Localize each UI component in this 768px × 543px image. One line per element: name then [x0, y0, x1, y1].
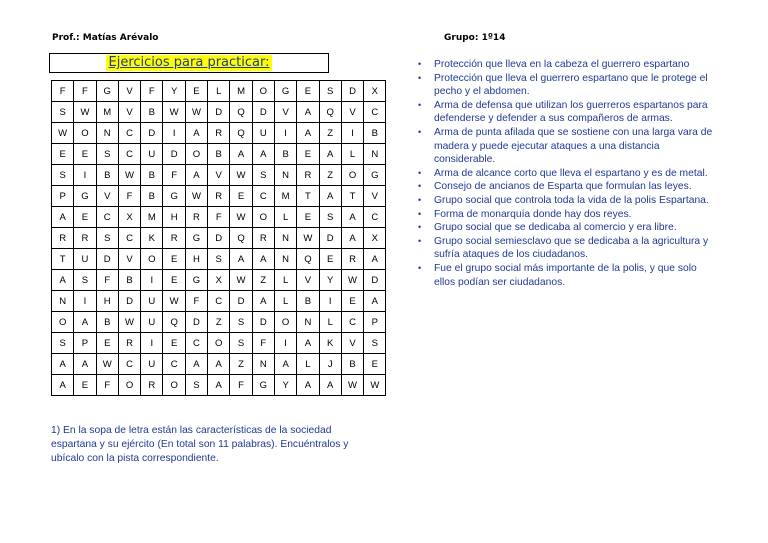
grid-cell: W [341, 270, 363, 291]
grid-cell: S [52, 165, 74, 186]
grid-cell: D [96, 249, 118, 270]
bullet-icon: • [418, 167, 422, 178]
grid-cell: B [274, 144, 296, 165]
grid-cell: D [252, 312, 274, 333]
grid-cell: B [96, 165, 118, 186]
grid-cell: D [118, 291, 140, 312]
grid-cell: D [208, 228, 230, 249]
grid-cell: E [364, 354, 386, 375]
grid-cell: S [319, 207, 341, 228]
grid-cell: A [297, 102, 319, 123]
clue-item [416, 99, 716, 126]
grid-cell: F [141, 81, 163, 102]
grid-cell: E [74, 207, 96, 228]
grid-cell: W [96, 354, 118, 375]
grid-cell: M [141, 207, 163, 228]
grid-cell: V [118, 102, 140, 123]
clue-item [416, 235, 716, 262]
grid-cell: P [52, 186, 74, 207]
grid-cell: W [185, 186, 207, 207]
grid-cell: E [185, 81, 207, 102]
grid-cell: Q [230, 102, 252, 123]
clue-text: Grupo social que controla toda la vida de la polis Espartana. [434, 194, 709, 206]
grid-cell: A [364, 291, 386, 312]
grid-cell: R [208, 186, 230, 207]
grid-cell: S [96, 144, 118, 165]
grid-cell: O [252, 207, 274, 228]
grid-cell: H [185, 249, 207, 270]
grid-row [52, 165, 386, 186]
clue-item [416, 262, 716, 289]
grid-cell: W [230, 165, 252, 186]
bullet-icon: • [418, 72, 422, 83]
grid-cell: A [297, 123, 319, 144]
instructions-text: 1) En la sopa de letra están las características de la sociedad espartana y su ejército (En total son 11 palabras). Encuéntralos y ubícalo con la pista correspondiente. [51, 425, 349, 464]
grid-row [52, 333, 386, 354]
grid-cell: O [163, 375, 185, 396]
grid-cell: A [52, 375, 74, 396]
grid-row [52, 123, 386, 144]
grid-cell: S [96, 228, 118, 249]
grid-cell: C [252, 186, 274, 207]
grid-cell: M [230, 81, 252, 102]
grid-row [52, 375, 386, 396]
grid-cell: W [230, 207, 252, 228]
grid-cell: W [118, 312, 140, 333]
grid-cell: A [319, 186, 341, 207]
grid-cell: F [52, 81, 74, 102]
grid-cell: A [297, 375, 319, 396]
clue-text: Protección que lleva el guerrero espartano que le protege el pecho y el abdomen. [434, 72, 708, 98]
grid-cell: S [230, 312, 252, 333]
bullet-icon: • [418, 262, 422, 273]
grid-cell: C [341, 312, 363, 333]
grid-cell: P [364, 312, 386, 333]
grid-cell: I [74, 165, 96, 186]
grid-cell: U [141, 312, 163, 333]
grid-cell: E [96, 333, 118, 354]
bullet-icon: • [418, 126, 422, 137]
grid-cell: G [185, 228, 207, 249]
bullet-icon: • [418, 99, 422, 110]
grid-cell: B [141, 186, 163, 207]
grid-cell: V [297, 270, 319, 291]
grid-row [52, 81, 386, 102]
clue-text: Fue el grupo social más importante de la polis, y que solo ellos podían ser ciudadanos. [434, 262, 697, 288]
grid-cell: D [163, 144, 185, 165]
grid-cell: N [52, 291, 74, 312]
grid-cell: A [52, 354, 74, 375]
grid-cell: G [252, 375, 274, 396]
grid-cell: G [163, 186, 185, 207]
grid-cell: E [319, 249, 341, 270]
grid-cell: C [364, 102, 386, 123]
grid-cell: O [341, 165, 363, 186]
bullet-icon: • [418, 59, 422, 69]
bullet-icon: • [418, 194, 422, 205]
grid-cell: G [274, 81, 296, 102]
grid-cell: S [74, 270, 96, 291]
grid-cell: N [252, 354, 274, 375]
grid-cell: O [74, 123, 96, 144]
clue-item [416, 180, 716, 194]
grid-cell: A [230, 144, 252, 165]
grid-cell: L [208, 81, 230, 102]
grid-cell: C [118, 144, 140, 165]
grid-cell: Q [163, 312, 185, 333]
grid-cell: U [141, 144, 163, 165]
grid-cell: I [274, 123, 296, 144]
grid-cell: Q [230, 123, 252, 144]
grid-cell: Z [319, 123, 341, 144]
grid-cell: C [118, 354, 140, 375]
grid-cell: A [185, 354, 207, 375]
grid-cell: T [341, 186, 363, 207]
grid-cell: X [364, 81, 386, 102]
grid-cell: C [118, 123, 140, 144]
grid-cell: B [141, 165, 163, 186]
grid-cell: B [118, 270, 140, 291]
clue-text: Arma de defensa que utilizan los guerreros espartanos para defenderse y defender a sus compañeros de armas. [434, 99, 708, 125]
grid-cell: M [274, 186, 296, 207]
grid-cell: E [297, 144, 319, 165]
grid-cell: R [118, 333, 140, 354]
grid-cell: D [319, 228, 341, 249]
grid-cell: E [163, 333, 185, 354]
grid-cell: B [341, 354, 363, 375]
clue-list [416, 58, 716, 289]
grid-cell: I [163, 123, 185, 144]
grid-cell: O [141, 249, 163, 270]
grid-cell: O [274, 312, 296, 333]
grid-row [52, 312, 386, 333]
grid-cell: A [208, 354, 230, 375]
grid-cell: A [341, 228, 363, 249]
bullet-icon: • [418, 235, 422, 246]
grid-cell: U [141, 291, 163, 312]
grid-row [52, 102, 386, 123]
grid-cell: H [163, 207, 185, 228]
group-label: Grupo: 1º14 [444, 33, 506, 43]
grid-cell: B [297, 291, 319, 312]
grid-cell: C [208, 291, 230, 312]
grid-cell: I [319, 291, 341, 312]
grid-cell: I [341, 123, 363, 144]
grid-cell: N [364, 144, 386, 165]
grid-cell: S [208, 249, 230, 270]
grid-cell: W [364, 375, 386, 396]
grid-cell: Y [274, 375, 296, 396]
grid-row [52, 228, 386, 249]
grid-cell: I [141, 333, 163, 354]
bullet-icon: • [418, 181, 422, 192]
grid-cell: V [208, 165, 230, 186]
grid-cell: A [341, 207, 363, 228]
grid-cell: A [319, 144, 341, 165]
clue-text: Forma de monarquía donde hay dos reyes. [434, 208, 632, 220]
grid-cell: Q [319, 102, 341, 123]
grid-cell: E [74, 144, 96, 165]
grid-cell: R [74, 228, 96, 249]
grid-cell: C [118, 228, 140, 249]
grid-cell: A [364, 249, 386, 270]
grid-cell: S [230, 333, 252, 354]
grid-cell: R [252, 228, 274, 249]
grid-cell: V [364, 186, 386, 207]
teacher-name: Prof.: Matías Arévalo [52, 33, 159, 43]
grid-cell: X [118, 207, 140, 228]
grid-cell: V [341, 333, 363, 354]
grid-cell: R [52, 228, 74, 249]
clue-text: Arma de alcance corto que lleva el espartano y es de metal. [434, 167, 708, 179]
clue-text: Arma de punta afilada que se sostiene con una larga vara de madera y puede ejecutar ataques a una distancia considerable. [434, 126, 713, 166]
grid-cell: B [141, 102, 163, 123]
grid-cell: A [252, 249, 274, 270]
grid-cell: I [74, 291, 96, 312]
grid-cell: B [96, 312, 118, 333]
grid-cell: W [74, 102, 96, 123]
grid-cell: A [52, 270, 74, 291]
grid-cell: R [185, 207, 207, 228]
grid-cell: V [118, 81, 140, 102]
grid-cell: V [341, 102, 363, 123]
clue-item [416, 194, 716, 208]
grid-cell: Y [319, 270, 341, 291]
grid-cell: N [274, 249, 296, 270]
grid-cell: W [297, 228, 319, 249]
grid-cell: L [297, 354, 319, 375]
clue-item [416, 72, 716, 99]
grid-cell: R [341, 249, 363, 270]
clue-item [416, 167, 716, 181]
grid-cell: G [96, 81, 118, 102]
grid-cell: A [319, 375, 341, 396]
clue-text: Grupo social que se dedicaba al comercio y era libre. [434, 222, 677, 234]
grid-cell: S [52, 333, 74, 354]
grid-cell: Y [163, 81, 185, 102]
grid-cell: L [274, 207, 296, 228]
grid-row [52, 270, 386, 291]
grid-row [52, 207, 386, 228]
grid-cell: W [163, 291, 185, 312]
grid-cell: Q [230, 228, 252, 249]
grid-cell: E [52, 144, 74, 165]
grid-cell: J [319, 354, 341, 375]
grid-cell: L [319, 312, 341, 333]
clue-text: Grupo social semiesclavo que se dedicaba a la agricultura y sufría ataques de los ciudadanos. [434, 235, 709, 261]
grid-cell: F [230, 375, 252, 396]
grid-cell: V [274, 102, 296, 123]
grid-cell: A [52, 207, 74, 228]
grid-cell: D [208, 102, 230, 123]
clue-item [416, 221, 716, 235]
grid-cell: E [297, 207, 319, 228]
grid-cell: S [364, 333, 386, 354]
grid-cell: D [364, 270, 386, 291]
grid-cell: F [208, 207, 230, 228]
grid-cell: S [319, 81, 341, 102]
grid-cell: D [230, 291, 252, 312]
grid-cell: G [74, 186, 96, 207]
grid-cell: N [274, 165, 296, 186]
grid-cell: O [208, 333, 230, 354]
grid-cell: Z [230, 354, 252, 375]
grid-cell: L [341, 144, 363, 165]
grid-cell: A [252, 144, 274, 165]
grid-cell: K [319, 333, 341, 354]
grid-cell: I [274, 333, 296, 354]
grid-cell: F [163, 165, 185, 186]
grid-cell: A [274, 354, 296, 375]
grid-cell: K [141, 228, 163, 249]
grid-cell: A [74, 312, 96, 333]
grid-cell: F [74, 81, 96, 102]
grid-cell: T [297, 186, 319, 207]
grid-cell: Z [208, 312, 230, 333]
grid-cell: A [185, 123, 207, 144]
grid-cell: G [364, 165, 386, 186]
grid-cell: E [163, 270, 185, 291]
grid-cell: S [52, 102, 74, 123]
grid-cell: G [185, 270, 207, 291]
grid-cell: C [364, 207, 386, 228]
grid-cell: W [341, 375, 363, 396]
clue-text: Protección que lleva en la cabeza el guerrero espartano [434, 59, 690, 70]
grid-cell: E [297, 81, 319, 102]
grid-cell: F [185, 291, 207, 312]
grid-cell: L [274, 270, 296, 291]
grid-row [52, 291, 386, 312]
word-search-grid [51, 80, 386, 396]
grid-cell: N [96, 123, 118, 144]
grid-cell: C [185, 333, 207, 354]
grid-cell: A [74, 354, 96, 375]
grid-cell: A [297, 333, 319, 354]
grid-cell: N [274, 228, 296, 249]
grid-cell: F [118, 186, 140, 207]
grid-cell: A [252, 291, 274, 312]
grid-cell: B [208, 144, 230, 165]
grid-cell: F [96, 270, 118, 291]
grid-cell: Z [319, 165, 341, 186]
grid-cell: H [96, 291, 118, 312]
grid-cell: U [252, 123, 274, 144]
grid-cell: R [297, 165, 319, 186]
grid-cell: C [96, 207, 118, 228]
grid-cell: P [74, 333, 96, 354]
grid-row [52, 144, 386, 165]
grid-cell: B [364, 123, 386, 144]
grid-row [52, 186, 386, 207]
grid-cell: L [274, 291, 296, 312]
grid-cell: W [118, 165, 140, 186]
clue-item [416, 208, 716, 222]
grid-cell: W [163, 102, 185, 123]
grid-cell: E [341, 291, 363, 312]
title-box [49, 53, 329, 73]
grid-cell: Q [297, 249, 319, 270]
grid-cell: A [208, 375, 230, 396]
grid-cell: R [208, 123, 230, 144]
exercise-title: Ejercicios para practicar: [106, 55, 273, 71]
clue-item [416, 58, 716, 72]
grid-cell: F [252, 333, 274, 354]
clue-text: Consejo de ancianos de Esparta que formulan las leyes. [434, 181, 692, 193]
grid-cell: X [364, 228, 386, 249]
grid-cell: A [185, 165, 207, 186]
grid-cell: F [96, 375, 118, 396]
grid-cell: M [96, 102, 118, 123]
grid-cell: D [341, 81, 363, 102]
grid-cell: A [230, 249, 252, 270]
grid-cell: W [185, 102, 207, 123]
grid-cell: Z [252, 270, 274, 291]
grid-cell: D [141, 123, 163, 144]
grid-cell: E [230, 186, 252, 207]
grid-cell: O [185, 144, 207, 165]
clue-item [416, 126, 716, 167]
grid-cell: O [118, 375, 140, 396]
grid-row [52, 249, 386, 270]
grid-cell: C [163, 354, 185, 375]
grid-cell: O [52, 312, 74, 333]
bullet-icon: • [418, 208, 422, 219]
grid-cell: E [74, 375, 96, 396]
grid-cell: R [141, 375, 163, 396]
grid-cell: D [185, 312, 207, 333]
grid-cell: S [185, 375, 207, 396]
grid-cell: R [163, 228, 185, 249]
grid-cell: E [163, 249, 185, 270]
grid-row [52, 354, 386, 375]
grid-cell: I [141, 270, 163, 291]
grid-cell: D [252, 102, 274, 123]
grid-cell: U [74, 249, 96, 270]
grid-cell: N [297, 312, 319, 333]
grid-cell: X [208, 270, 230, 291]
grid-cell: V [118, 249, 140, 270]
grid-cell: T [52, 249, 74, 270]
grid-cell: W [230, 270, 252, 291]
grid-cell: W [52, 123, 74, 144]
grid-cell: O [252, 81, 274, 102]
grid-cell: V [96, 186, 118, 207]
grid-cell: U [141, 354, 163, 375]
grid-cell: S [252, 165, 274, 186]
bullet-icon: • [418, 222, 422, 233]
